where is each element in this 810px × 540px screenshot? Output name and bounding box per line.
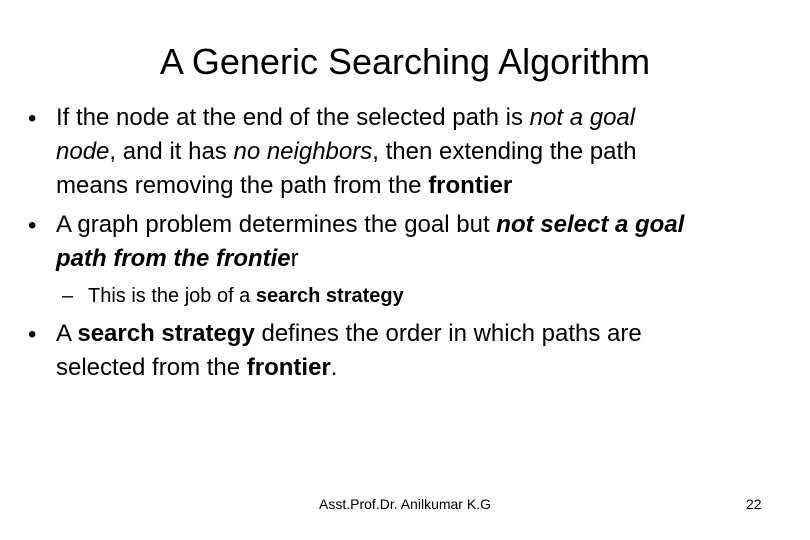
bold-text: search strategy	[77, 320, 255, 347]
sub-bullet-marker: –	[62, 285, 74, 307]
italic-text: node	[56, 138, 110, 165]
slide-title: A Generic Searching Algorithm	[159, 41, 651, 82]
sub-bullet-line	[88, 283, 404, 309]
bullet1-line1	[56, 103, 635, 133]
italic-text: no neighbors	[233, 138, 373, 165]
bullet-marker: •	[28, 105, 37, 132]
italic-text: not a goal	[529, 104, 636, 131]
text-run: defines the order in which paths are	[254, 320, 642, 347]
text-run: selected from the	[56, 354, 247, 381]
text-run: A graph problem determines the goal but	[56, 211, 497, 238]
bullet3-line2	[56, 353, 337, 383]
text-run: , then extending the path	[372, 138, 637, 165]
bullet3-line1	[56, 319, 642, 349]
text-run: r	[290, 245, 299, 272]
text-run: This is the job of a	[88, 285, 256, 307]
bullet1-line3	[56, 171, 512, 201]
bold-text: frontier	[428, 172, 513, 199]
bullet-marker: •	[28, 321, 37, 348]
text-run: , and it has	[109, 138, 234, 165]
text-run: .	[330, 354, 338, 381]
bullet-marker: •	[28, 212, 37, 239]
page-number: 22	[746, 496, 762, 512]
text-run: means removing the path from the	[56, 172, 429, 199]
text-run: If the node at the end of the selected path is	[56, 104, 530, 131]
bullet2-line1	[56, 210, 684, 240]
bold-text: frontier	[246, 354, 331, 381]
bullet1-line2	[56, 137, 636, 167]
bullet2-line2	[56, 244, 299, 274]
bold-italic-text: path from the frontie	[56, 245, 291, 272]
footer-author: Asst.Prof.Dr. Anilkumar K.G	[319, 496, 491, 512]
text-run: A	[56, 320, 78, 347]
bold-text: search strategy	[255, 285, 404, 307]
bold-italic-text: not select a goal	[496, 211, 685, 238]
